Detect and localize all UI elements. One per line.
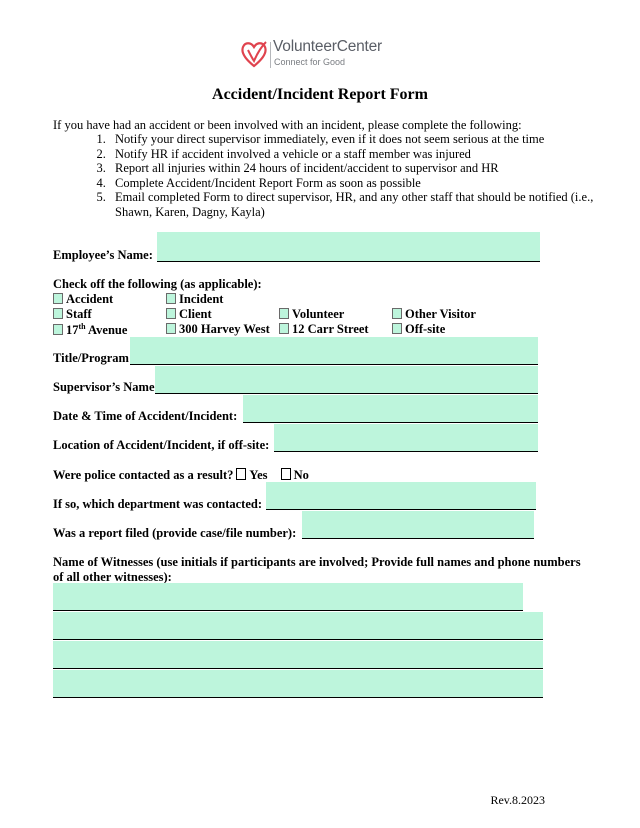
title-program-input[interactable] [130,337,538,365]
witness-line-2-underline [53,639,543,640]
checkbox-icon [166,323,176,334]
witness-line-4-input[interactable] [53,670,543,697]
checkbox-label: Other Visitor [405,307,476,321]
checkbox-label: Avenue [85,323,128,338]
checkbox-staff[interactable] [53,307,92,322]
checkbox-icon [392,323,402,334]
witness-line-3-underline [53,668,543,669]
checkbox-client[interactable] [166,307,212,322]
checkbox-label: Staff [66,307,92,321]
date-time-label: Date & Time of Accident/Incident: [53,409,238,423]
checkbox-label: 17 [66,323,79,338]
heart-logo-icon [240,38,268,70]
checkbox-label: Client [179,307,212,321]
intro-text: If you have had an accident or been involved with an incident, please complete the following: [53,118,522,132]
witness-line-2-input[interactable] [53,612,543,639]
instruction-item: 3. Report all injuries within 24 hours of incident/accident to supervisor and HR [109,161,629,176]
location-label: Location of Accident/Incident, if off-site: [53,438,270,452]
instruction-item: 2. Notify HR if accident involved a vehicle or a staff member was injured [109,147,629,162]
date-time-input[interactable] [243,395,538,423]
witness-line-4-underline [53,697,543,698]
checkbox-other-visitor[interactable] [392,307,476,322]
checkbox-label: Volunteer [292,307,345,321]
police-contacted-label [53,468,309,483]
logo-tagline: Connect for Good [274,57,346,67]
employee-name-label: Employee’s Name: [53,248,153,262]
checkbox-300-harvey-west[interactable] [166,322,270,337]
checkbox-off-site[interactable] [392,322,445,337]
checkbox-icon [53,293,63,304]
title-program-underline [130,364,538,365]
instruction-item: 4. Complete Accident/Incident Report Form as soon as possible [109,176,629,191]
witness-line-3-input[interactable] [53,641,543,668]
witness-line-1-input[interactable] [53,583,523,610]
department-input[interactable] [266,482,536,510]
employee-name-underline [157,261,540,262]
yes-label: Yes [249,468,268,482]
instruction-item: 1. Notify your direct supervisor immediately, even if it does not seem serious at the time [109,132,629,147]
police-question: Were police contacted as a result? [53,468,234,482]
location-input[interactable] [274,424,538,452]
checkbox-label: Accident [66,292,114,306]
checkbox-icon [166,308,176,319]
department-label: If so, which department was contacted: [53,497,263,511]
report-filed-label: Was a report filed (provide case/file number): [53,526,297,540]
date-time-underline [243,422,538,423]
report-number-input[interactable] [302,511,534,539]
supervisor-name-label: Supervisor’s Name [53,380,155,394]
form-title: Accident/Incident Report Form [212,86,428,103]
employee-name-input[interactable] [157,232,540,262]
location-underline [274,451,538,452]
checkbox-label: Off-site [405,322,446,336]
checkbox-17th-avenue[interactable] [53,322,127,338]
title-program-label: Title/Program [53,351,129,365]
checkbox-icon [279,308,289,319]
logo-name: VolunteerCenter [273,38,383,55]
checkbox-icon [166,293,176,304]
checkbox-volunteer[interactable] [279,307,344,322]
no-checkbox[interactable] [281,468,291,480]
checkbox-icon [392,308,402,319]
witness-line-1-underline [53,610,523,611]
report-number-underline [302,538,534,539]
supervisor-name-underline [155,393,538,394]
checkbox-icon [53,324,63,335]
checkbox-incident[interactable] [166,292,223,307]
ordinal-suffix: th [78,322,86,331]
witnesses-label: Name of Witnesses (use initials if participants are involved; Provide full names and phone numbers of all other witnesses): [53,555,581,584]
volunteer-center-logo [240,38,410,72]
supervisor-name-input[interactable] [155,366,538,394]
logo-divider [270,42,271,68]
checkbox-12-carr-street[interactable] [279,322,369,337]
checkbox-icon [279,323,289,334]
check-off-label: Check off the following (as applicable): [53,277,262,291]
instruction-item: 5. Email completed Form to direct supervisor, HR, and any other staff that should be notified (i.e., Shawn, Karen, Dagny, Kayla) [109,190,629,219]
checkbox-accident[interactable] [53,292,113,307]
instruction-list [53,132,629,220]
department-underline [266,509,536,510]
yes-checkbox[interactable] [236,468,246,480]
checkbox-label: 300 Harvey West [179,322,270,336]
checkbox-icon [53,308,63,319]
checkbox-label: 12 Carr Street [292,322,369,336]
checkbox-label: Incident [179,292,224,306]
no-label: No [293,468,309,482]
revision-label: Rev.8.2023 [490,793,545,807]
